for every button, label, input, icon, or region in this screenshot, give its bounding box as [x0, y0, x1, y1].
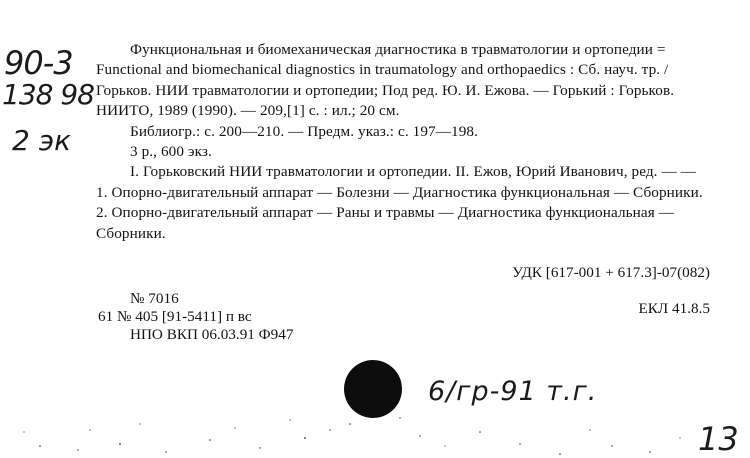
entry-price: 3 р., 600 экз. — [130, 143, 212, 161]
entry-subjects: I. Горьковский НИИ травматологии и ортопедии. II. Ежов, Юрий Иванович, ред. — — 1. Опорно-двигательный аппарат — Болезни — Диагностика функциональная — Сборники. 2. Опорно-двигательный аппарат — Раны и травмы — Диагностика функциональная — Сборники. — [96, 163, 703, 242]
publisher-line: НПО ВКП 06.03.91 Ф947 — [130, 326, 294, 343]
entry-bibliography: Библиогр.: с. 200—210. — Предм. указ.: с. 197—198. — [130, 122, 479, 140]
handwritten-date-note: 6/гр-91 т.г. — [428, 376, 598, 407]
entry-title: Функциональная и биомеханическая диагностика в травматологии и ортопедии = Functional and biomechanical diagnostics in traumatology and orthopaedics : Сб. науч. тр. / Горьков. НИИ травматологии и ортопедии; Под ред. Ю. И. Ежова. — Горький : Горьков. НИИТО, 1989 (1990). — 209,[1] с. : ил.; 20 см. — [96, 41, 675, 120]
ekl-code: ЕКЛ 41.8.5 — [638, 300, 710, 317]
card-number: № 7016 — [130, 290, 179, 307]
handwritten-copies-note: 2 эк — [12, 124, 71, 157]
handwritten-page-number: 13 — [698, 420, 739, 458]
handwritten-shelf-code: 90-3 — [4, 44, 73, 82]
handwritten-inventory-code: 138 98 — [2, 78, 94, 111]
register-line: 61 № 405 [91-5411] п вс — [98, 308, 252, 325]
udk-code: УДК [617-001 + 617.3]-07(082) — [512, 264, 710, 281]
